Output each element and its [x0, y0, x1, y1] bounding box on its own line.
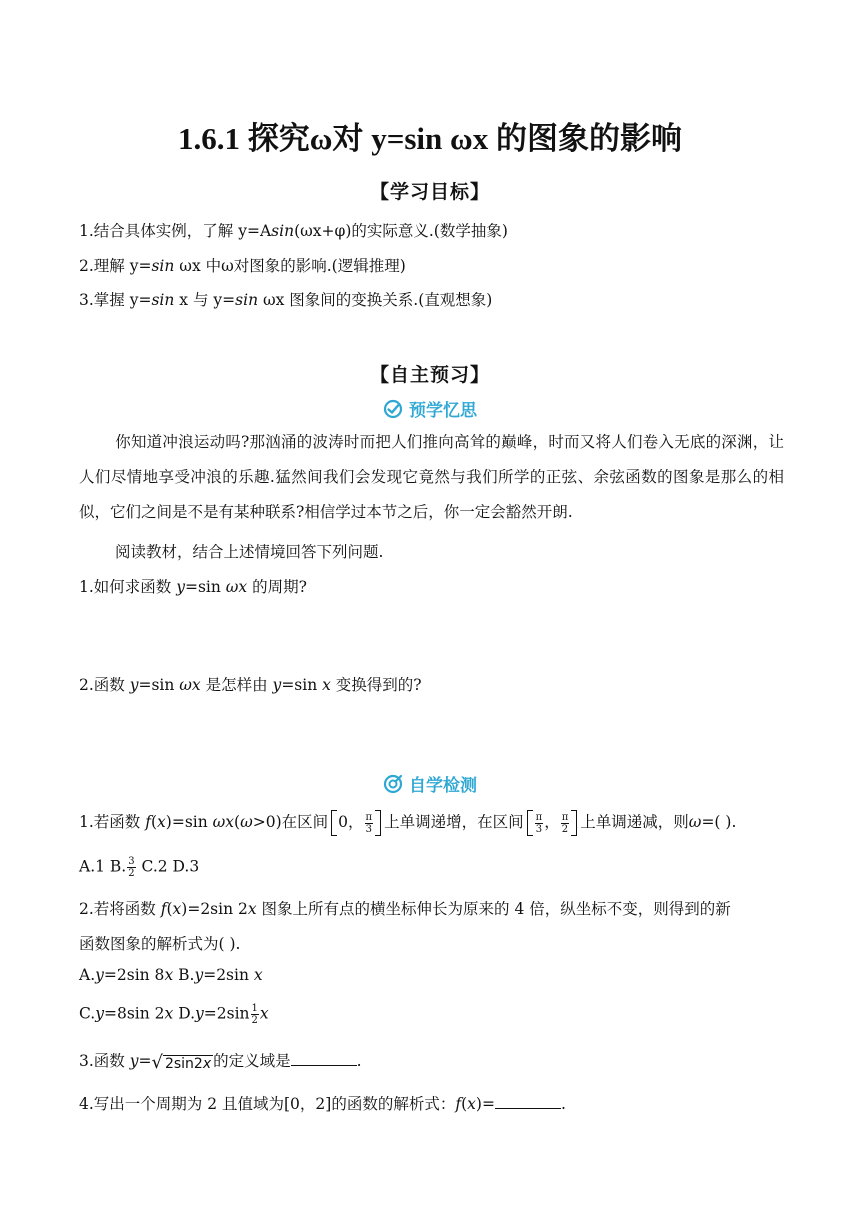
- problem-1: 1.若函数 f(x)=sin ωx(ω>0)在区间 0， $\frac{\pi}{3}$ 上单调递增，在区间 $\frac{\pi}{3}$ ， $\frac{\pi}{2}$ 上单调递减，则ω=( ).: [79, 811, 737, 835]
- fraction-3-over-2: $\frac{3}{2}$: [128, 856, 135, 879]
- subsection-preview-recall: 预学忆思: [0, 396, 860, 422]
- page-title: 1.6.1 探究ω对 y=sin ωx 的图象的影响: [178, 121, 682, 156]
- question-1: 1.如何求函数 y=sin ωx 的周期?: [79, 578, 307, 596]
- problem-2-options-cd: C.y=8sin 2x D.y=2sin $\frac{1}{2}$ x: [79, 1003, 269, 1026]
- fraction-pi-over-3-b: $\frac{\pi}{3}$: [535, 811, 543, 835]
- objectives-heading: 【学习目标】: [369, 181, 490, 203]
- objective-1: 1.结合具体实例，了解 y=Asin(ωx+φ)的实际意义.(数学抽象): [79, 222, 508, 240]
- interval-left-bracket-2: [527, 810, 533, 836]
- problem-2-line-1: 2.若将函数 f(x)=2sin 2x 图象上所有点的横坐标伸长为原来的 4 倍，纵坐标不变，则得到的新: [79, 900, 731, 918]
- interval-right-bracket-2: [571, 810, 577, 836]
- reading-instruction: 阅读教材，结合上述情境回答下列问题.: [115, 543, 384, 561]
- problem-1-options: A.1 B. $\frac{3}{2}$ C.2 D.3: [79, 856, 200, 879]
- problem-4: 4.写出一个周期为 2 且值域为[0，2]的函数的解析式：f(x)= .: [79, 1095, 566, 1113]
- square-root-expression: √ 2sin2x: [151, 1051, 212, 1073]
- subsection-self-check: 自学检测: [0, 771, 860, 797]
- answer-blank-4[interactable]: [495, 1094, 561, 1109]
- target-circle-icon: [383, 774, 403, 794]
- interval-left-bracket: [331, 810, 337, 836]
- fraction-pi-over-3: $\frac{\pi}{3}$: [365, 811, 373, 835]
- fraction-1-over-2: $\frac{1}{2}$: [251, 1003, 258, 1026]
- problem-2-options-ab: A.y=2sin 8x B.y=2sin x: [79, 966, 263, 984]
- problem-3: 3.函数 y=√ 2sin2x 的定义域是 .: [79, 1051, 362, 1073]
- answer-blank-3[interactable]: [291, 1051, 357, 1066]
- preview-heading: 【自主预习】: [369, 364, 490, 386]
- fraction-pi-over-2: $\frac{\pi}{2}$: [561, 811, 569, 835]
- check-circle-icon: [383, 399, 403, 419]
- problem-2-line-2: 函数图象的解析式为( ).: [79, 935, 241, 953]
- interval-right-bracket: [375, 810, 381, 836]
- question-2: 2.函数 y=sin ωx 是怎样由 y=sin x 变换得到的?: [79, 676, 422, 694]
- objective-3: 3.掌握 y=sin x 与 y=sin ωx 图象间的变换关系.(直观想象): [79, 291, 493, 309]
- objective-2: 2.理解 y=sin ωx 中ω对图象的影响.(逻辑推理): [79, 257, 406, 275]
- intro-paragraph: 你知道冲浪运动吗?那汹涌的波涛时而把人们推向高耸的巅峰，时而又将人们卷入无底的深渊，让人们尽情地享受冲浪的乐趣.猛然间我们会发现它竟然与我们所学的正弦、余弦函数的图象是那么的相似，它们之间是不是有某种联系?相信学过本节之后，你一定会豁然开朗.: [79, 433, 784, 521]
